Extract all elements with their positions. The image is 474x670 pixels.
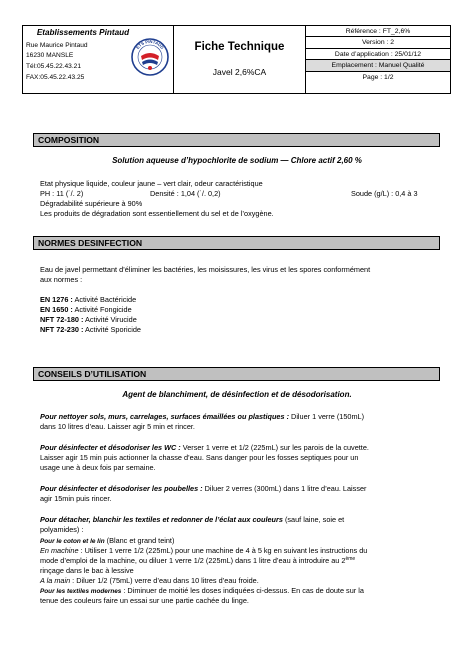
conseil-line: Laisser agir 15 min puis actionner la chasse d’eau. Sans danger pour les fosses septiques pour un: [40, 453, 359, 462]
norm-item: [40, 325, 141, 334]
company-name: Etablissements Pintaud: [36, 28, 130, 37]
conseil-text: Verser 1 verre et 1/2 (225mL) sur les parois de la cuvette.: [180, 443, 369, 452]
conseil-line: rinçage dans le bac à lessive: [40, 566, 134, 575]
company-block: [23, 26, 174, 93]
superscript: ème: [345, 556, 356, 562]
fax-line: FAX:05.45.22.43.25: [26, 74, 85, 81]
conseil-poubelles: [40, 484, 366, 493]
conseil-textiles: [40, 515, 344, 524]
composition-line: Etat physique liquide, couleur jaune – vert clair, odeur caractéristique: [40, 179, 263, 188]
meta-page: Page : 1/2: [362, 73, 394, 81]
conseil-text: Diluer 2 verres (300mL) dans 1 litre d’eau. Laisser: [202, 484, 367, 493]
conseil-text: : Diminuer de moitié les doses indiquées ci-dessus. En cas de doute sur la: [121, 586, 364, 595]
address-line: Rue Maurice Pintaud: [26, 42, 88, 49]
conseil-heading: Pour désinfecter et désodoriser les poubelles :: [40, 484, 203, 493]
conseil-text: : Utiliser 1 verre 1/2 (225mL) pour une machine de 4 à 5 kg en suivant les instructions du: [78, 546, 368, 555]
title-block: [174, 26, 306, 93]
composition-ph: PH : 11 (˙/. 2): [40, 189, 84, 198]
phone-line: Tél:05.45.22.43.21: [26, 63, 81, 70]
section-header-conseils: CONSEILS D’UTILISATION: [33, 367, 440, 381]
norm-desc: Activité Sporicide: [83, 325, 141, 334]
conseil-text: : Diluer 1/2 (75mL) verre d’eau dans 10 litres d’eau froide.: [70, 576, 259, 585]
composition-subtitle: Solution aqueuse d’hypochlorite de sodium — Chlore actif 2,60 %: [112, 156, 362, 165]
conseil-main: [40, 576, 259, 585]
norm-code: NFT 72-180 :: [40, 315, 84, 324]
meta-block: [306, 26, 450, 93]
product-name: Javel 2,6%CA: [212, 67, 267, 77]
conseil-coton: [40, 536, 174, 546]
composition-soude: Soude (g/L) : 0,4 à 3: [351, 189, 418, 198]
conseil-line: dans 10 litres d’eau. Laisser agir 5 min et rincer.: [40, 422, 195, 431]
section-header-composition: COMPOSITION: [33, 133, 440, 147]
document-header: [22, 25, 451, 94]
conseil-text: (Blanc et grand teint): [104, 536, 175, 545]
norm-item: [40, 305, 132, 314]
section-header-normes: NORMES DESINFECTION: [33, 236, 440, 250]
conseil-heading: Pour nettoyer sols, murs, carrelages, surfaces émaillées ou plastiques :: [40, 412, 290, 421]
norm-item: [40, 315, 137, 324]
conseil-sub-label: Pour les textiles modernes: [40, 588, 122, 595]
conseil-line: usage une à deux fois par semaine.: [40, 463, 156, 472]
conseil-wc: [40, 443, 369, 452]
meta-version: Version : 2: [306, 37, 450, 48]
norm-desc: Activité Bactéricide: [72, 295, 137, 304]
conseil-sub-label: En machine: [40, 546, 79, 555]
company-logo: [130, 36, 170, 78]
norm-desc: Activité Fongicide: [72, 305, 132, 314]
composition-line: Dégradabilité supérieure à 90%: [40, 199, 143, 208]
conseil-modern: [40, 586, 364, 596]
norm-desc: Activité Virucide: [83, 315, 137, 324]
meta-location: Emplacement : Manuel Qualité: [306, 60, 450, 71]
meta-reference: Référence : FT_2,6%: [306, 26, 450, 37]
address-line: 16230 MANSLE: [26, 52, 74, 59]
composition-line: Les produits de dégradation sont essentiellement du sel et de l’oxygène.: [40, 209, 274, 218]
conseil-sub-label: Pour le coton et le lin: [40, 538, 105, 545]
normes-intro: aux normes :: [40, 275, 83, 284]
doc-title: Fiche Technique: [194, 41, 285, 53]
conseil-line: [40, 556, 355, 565]
conseil-text: Diluer 1 verre (150mL): [289, 412, 365, 421]
conseils-subtitle: Agent de blanchiment, de désinfection et de désodorisation.: [122, 390, 352, 399]
conseil-line: agir 15min puis rincer.: [40, 494, 112, 503]
conseil-heading: Pour désinfecter et désodoriser les WC :: [40, 443, 181, 452]
norm-item: [40, 295, 136, 304]
norm-code: EN 1650 :: [40, 305, 73, 314]
conseil-line: polyamides) :: [40, 525, 84, 534]
conseil-sols: [40, 412, 364, 421]
conseil-text: mode d’emploi de la machine, ou diluer 1 verre 1/2 (225mL) dans 1 litre d’eau à introduire au 2: [40, 556, 346, 565]
normes-intro: Eau de javel permettant d’éliminer les bactéries, les moisissures, les virus et les spores conformément: [40, 265, 371, 274]
meta-date: Date d’application : 25/01/12: [306, 49, 450, 60]
conseil-line: tenue des couleurs faire un essai sur une partie cachée du linge.: [40, 596, 249, 605]
conseil-machine: [40, 546, 367, 555]
norm-code: EN 1276 :: [40, 295, 73, 304]
conseil-heading: Pour détacher, blanchir les textiles et redonner de l’éclat aux couleurs: [40, 515, 283, 524]
composition-densite: Densité : 1,04 (˙/. 0,2): [150, 189, 221, 198]
norm-code: NFT 72-230 :: [40, 325, 84, 334]
logo-text: ETS PINTAUD: [135, 38, 165, 50]
conseil-text: (sauf laine, soie et: [282, 515, 345, 524]
conseil-sub-label: A la main: [40, 576, 71, 585]
